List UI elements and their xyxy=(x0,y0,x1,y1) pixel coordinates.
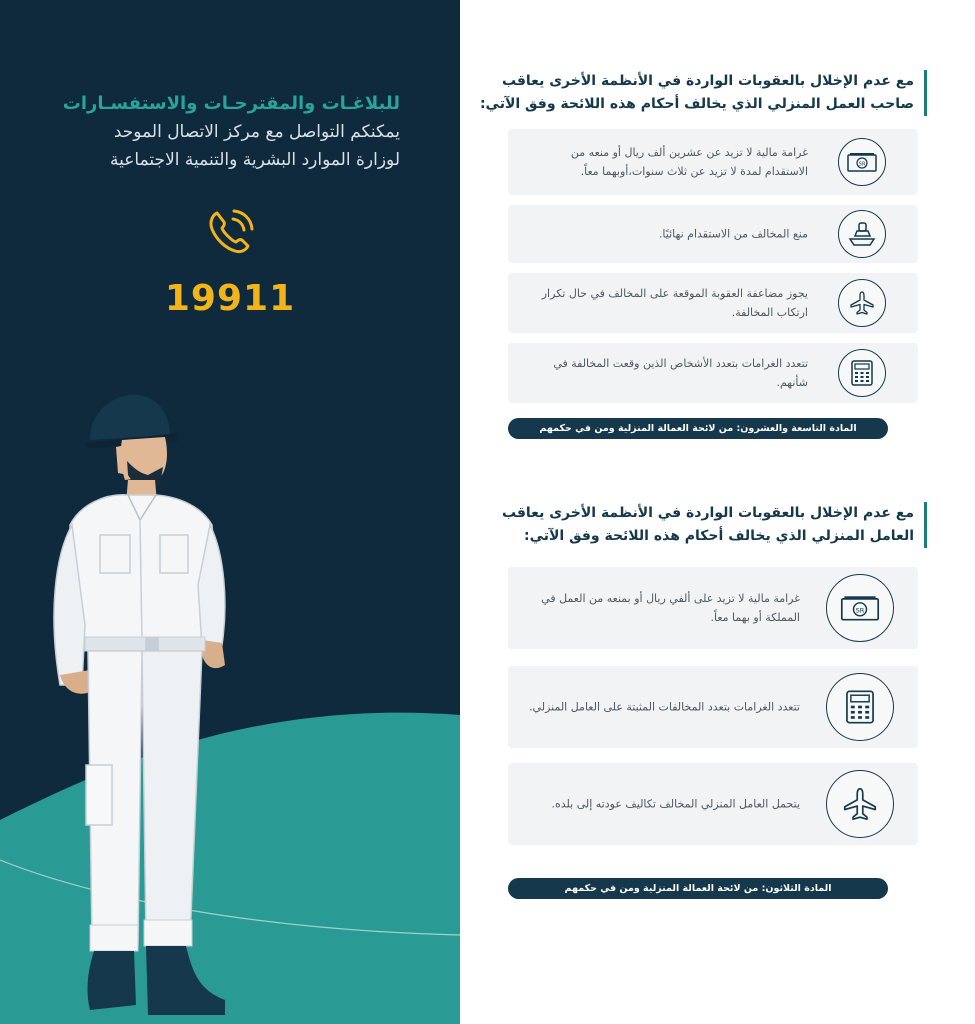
section1-item-4 xyxy=(508,343,918,403)
section1-source-badge: المادة التاسعة والعشرون: من لائحة العمالة المنزلية ومن في حكمهم xyxy=(508,418,888,439)
section2-item-1 xyxy=(508,567,918,649)
section2-heading-line1: مع عدم الإخلال بالعقوبات الواردة في الأنظمة الأخرى يعاقب xyxy=(501,505,914,521)
section1-item-3-text: يجوز مضاعفة العقوبة الموقعة على المخالف في حال تكرار ارتكاب المخالفة. xyxy=(541,287,808,319)
section1-item-2-text: منع المخالف من الاستقدام نهائيًا. xyxy=(658,227,808,241)
svg-text:SR: SR xyxy=(858,161,866,168)
section1-item-2 xyxy=(508,205,918,263)
contact-title: للبلاغـات والمقترحـات والاستفسـارات xyxy=(62,93,400,114)
section2-item-3 xyxy=(508,763,918,845)
section2-item-2-text: تتعدد الغرامات بتعدد المخالفات المثبتة على العامل المنزلي. xyxy=(529,700,800,714)
section2-item-2 xyxy=(508,666,918,748)
contact-line-1: يمكنكم التواصل مع مركز الاتصال الموحد xyxy=(113,122,400,142)
stamp-icon xyxy=(838,210,886,258)
section2-item-3-text: يتحمل العامل المنزلي المخالف تكاليف عودته إلى بلده. xyxy=(551,797,800,811)
calculator-icon xyxy=(838,349,886,397)
section1-item-1-text: غرامة مالية لا تزيد عن عشرين ألف ريال أو منعه من الاستقدام لمدة لا تزيد عن ثلاث سنوات،أوبهما معاً. xyxy=(570,146,808,178)
section2-heading xyxy=(502,502,927,548)
contact-line-2: لوزارة الموارد البشرية والتنمية الاجتماعية xyxy=(110,150,400,170)
calculator-icon xyxy=(826,673,894,741)
banknote-icon xyxy=(838,138,886,186)
section2-source-badge: المادة الثلاثون: من لائحة العمالة المنزلية ومن في حكمهم xyxy=(508,878,888,899)
banknote-icon xyxy=(826,574,894,642)
section1-heading-line2: صاحب العمل المنزلي الذي يخالف أحكام هذه اللائحة وفق الآتي: xyxy=(479,96,914,112)
section1-item-1 xyxy=(508,129,918,195)
svg-text:SR: SR xyxy=(855,606,865,615)
section2-item-1-text: غرامة مالية لا تزيد على ألفي ريال أو بمنعه من العمل في المملكة أو بهما معاً. xyxy=(541,592,800,624)
hotline-number[interactable]: 19911 xyxy=(164,278,296,319)
section2-heading-line2: العامل المنزلي الذي يخالف أحكام هذه اللائحة وفق الآتي: xyxy=(523,528,914,544)
phone-ringing-icon xyxy=(203,205,257,259)
section1-item-4-text: تتعدد الغرامات بتعدد الأشخاص الذين وقعت المخالفة في شأنهم. xyxy=(553,357,808,389)
worker-illustration xyxy=(30,385,260,1024)
section1-heading xyxy=(480,70,927,116)
section1-item-3 xyxy=(508,273,918,333)
section1-heading-line1: مع عدم الإخلال بالعقوبات الواردة في الأنظمة الأخرى يعاقب xyxy=(501,73,914,89)
airplane-icon xyxy=(838,279,886,327)
contact-info xyxy=(0,90,400,174)
contact-panel xyxy=(0,0,460,1024)
airplane-icon xyxy=(826,770,894,838)
